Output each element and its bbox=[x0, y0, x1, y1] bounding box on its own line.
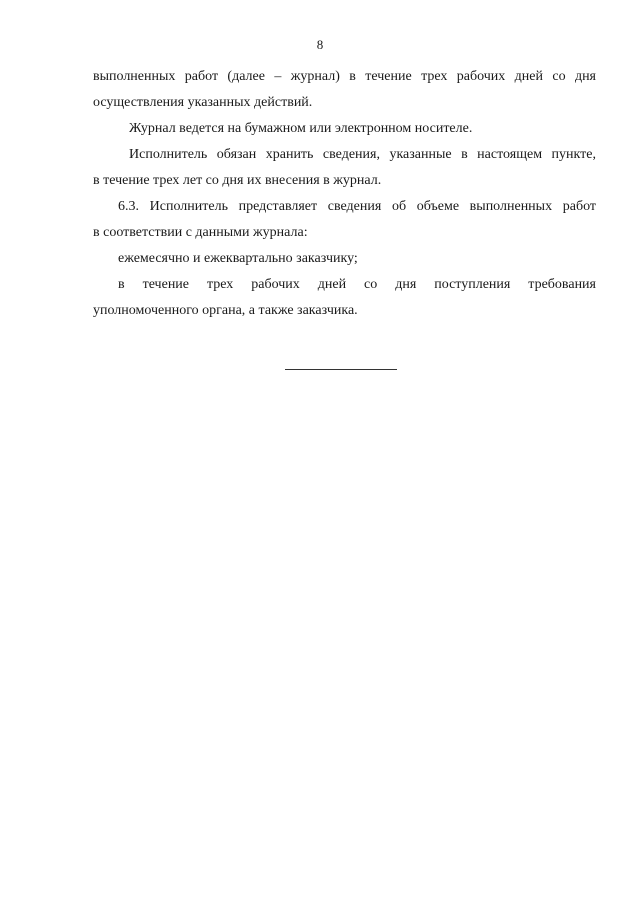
paragraph-line-8: ежемесячно и ежеквартально заказчику; bbox=[118, 251, 358, 266]
paragraph-line-6: 6.3. Исполнитель представляет сведения об объеме выполненных работ bbox=[118, 199, 596, 214]
page-number: 8 bbox=[316, 37, 324, 52]
paragraph-line-7: в соответствии с данными журнала: bbox=[93, 225, 308, 240]
end-separator-line bbox=[285, 369, 397, 370]
paragraph-line-2: осуществления указанных действий. bbox=[93, 95, 313, 110]
paragraph-line-9: в течение трех рабочих дней со дня поступления требования bbox=[118, 277, 596, 292]
paragraph-line-1: выполненных работ (далее – журнал) в течение трех рабочих дней со дня bbox=[93, 69, 596, 84]
paragraph-line-3: Журнал ведется на бумажном или электронном носителе. bbox=[129, 121, 473, 136]
paragraph-line-10: уполномоченного органа, а также заказчика. bbox=[93, 303, 358, 318]
document-body bbox=[93, 64, 596, 324]
paragraph-line-5: в течение трех лет со дня их внесения в журнал. bbox=[93, 173, 382, 188]
paragraph-line-4: Исполнитель обязан хранить сведения, указанные в настоящем пункте, bbox=[129, 147, 596, 162]
